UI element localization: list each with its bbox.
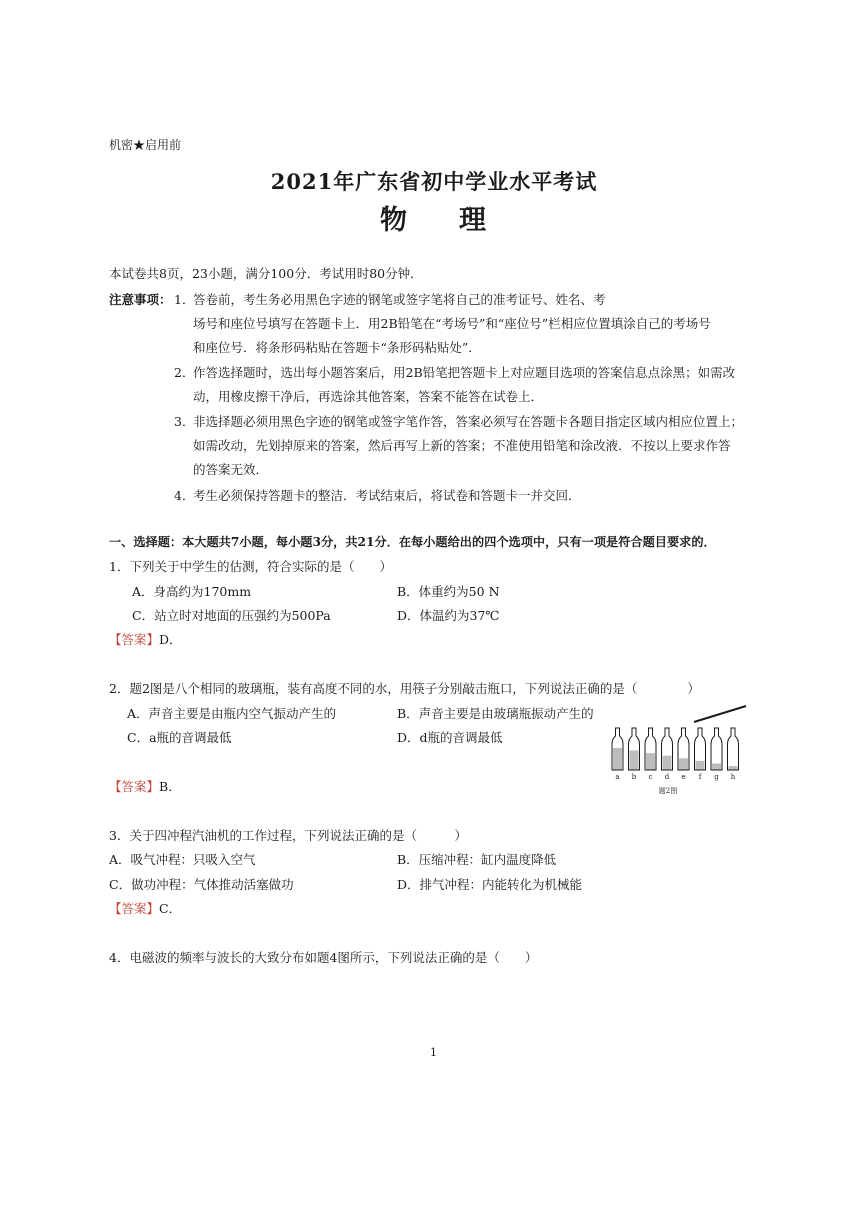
water-f [696,761,705,770]
q3-option-a: A．吸气冲程：只吸入空气 [109,852,256,867]
subject-char-1: 物 [380,205,407,236]
confidential-mark: 机密★启用前 [109,138,182,152]
notice-1-line-1: 答卷前，考生务必用黑色字迹的钢笔或签字笔将自己的准考证号、姓名、考 [193,292,606,307]
notice-3-line-1: 非选择题必须用黑色字迹的钢笔或签字笔作答，答案必须写在答题卡各题目指定区域内相应位置上； [193,414,744,429]
water-b [630,751,639,770]
notice-3-num: 3． [174,414,195,429]
chopstick [694,706,746,722]
notice-4-line-1: 考生必须保持答题卡的整洁．考试结束后，将试卷和答题卡一并交回． [193,488,581,503]
q2-stem: 2．题2图是八个相同的玻璃瓶，装有高度不同的水，用筷子分别敲击瓶口，下列说法正确的是（ ） [109,681,700,696]
exam-title: 2021年广东省初中学业水平考试 [270,169,598,194]
q3-answer-value: C． [159,901,182,916]
bottle-label-d: d [664,773,670,781]
notice-label: 注意事项： [109,292,172,307]
bottle-label-g: g [714,773,719,781]
q2-answer [109,777,181,795]
q1-option-c: C．站立时对地面的压强约为500Pa [132,608,331,623]
q1-answer-label: 【答案】 [109,632,160,647]
q3-option-d: D．排气冲程：内能转化为机械能 [397,877,583,892]
notice-1-line-3: 和座位号．将条形码粘贴在答题卡“条形码粘贴处”． [193,340,481,355]
q2-answer-value: B． [159,779,181,794]
q3-option-b: B．压缩冲程：缸内温度降低 [397,852,557,867]
q1-option-a: A．身高约为170mm [132,584,252,599]
q1-answer-value: D． [159,632,182,647]
bottle-label-f: f [698,773,702,781]
q1-option-b: B．体重约为50 N [397,584,500,599]
q2-option-c: C．a瓶的音调最低 [127,730,232,745]
water-d [663,756,672,770]
q3-stem: 3．关于四冲程汽油机的工作过程，下列说法正确的是（ ） [109,828,467,843]
notice-3-line-3: 的答案无效． [193,462,269,477]
bottle-label-c: c [648,773,653,781]
bottle-label-b: b [631,773,637,781]
q4-stem: 4．电磁波的频率与波长的大致分布如题4图所示，下列说法正确的是（ ） [109,950,538,965]
water-c [646,753,655,769]
notice-3-line-2: 如需改动，先划掉原来的答案，然后再写上新的答案；不准使用铅笔和涂改液．不按以上要求作答 [193,438,731,453]
q1-stem: 1．下列关于中学生的估测，符合实际的是（ ） [109,559,392,574]
q1-option-d: D．体温约为37℃ [397,608,500,623]
water-a [613,748,622,770]
page-number: 1 [430,1046,437,1059]
notice-1-num: 1． [174,292,195,307]
section-heading: 一、选择题：本大题共7小题，每小题3分，共21分．在每小题给出的四个选项中，只有一项是符合题目要求的． [109,535,716,549]
bottle-h [728,728,739,770]
notice-2-line-1: 作答选择题时，选出每小题答案后，用2B铅笔把答题卡上对应题目选项的答案信息点涂黑；如需改 [193,365,736,380]
q2-answer-label: 【答案】 [109,779,160,794]
notice-2-line-2: 动，用橡皮擦干净后，再选涂其他答案，答案不能答在试卷上． [193,389,544,404]
water-e [679,758,688,769]
bottles-figure [606,700,756,800]
bottle-label-a: a [615,773,620,781]
q2-option-a: A．声音主要是由瓶内空气振动产生的 [127,706,337,721]
q2-option-d: D．d瓶的音调最低 [397,730,503,745]
q2-option-b: B．声音主要是由玻璃瓶振动产生的 [397,706,594,721]
notice-1-line-2: 场号和座位号填写在答题卡上．用2B铅笔在“考场号”和“座位号”栏相应位置填涂自己的考场号 [193,316,711,331]
exam-subject [380,198,486,237]
q3-answer-label: 【答案】 [109,901,160,916]
water-g [712,764,721,770]
notice-4-num: 4． [174,488,195,503]
bottle-label-e: e [681,773,686,781]
bottle-label-h: h [730,773,736,781]
q3-option-c: C．做功冲程：气体推动活塞做功 [109,877,294,892]
notice-2-num: 2． [174,365,195,380]
q3-answer [109,899,181,917]
water-h [729,766,738,769]
q1-answer [109,630,182,648]
subject-char-2: 理 [459,205,486,236]
exam-intro: 本试卷共8页，23小题，满分100分．考试用时80分钟． [109,266,423,281]
figure-caption: 题2图 [658,787,678,795]
